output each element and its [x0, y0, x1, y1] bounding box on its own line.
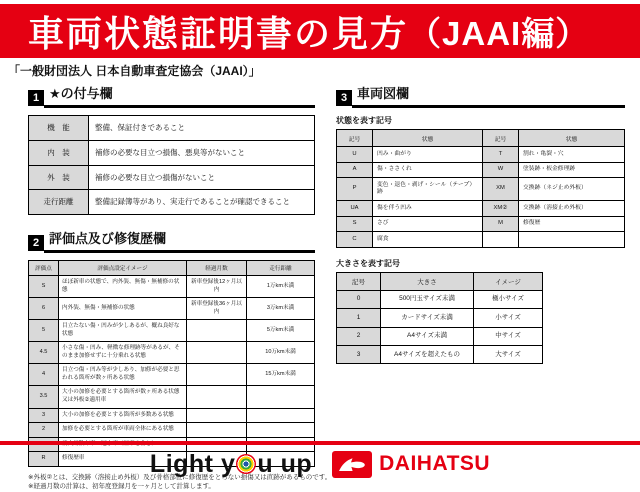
section-2-header: [28, 228, 315, 253]
table-cell: カードサイズ未満: [381, 309, 474, 327]
table-cell: 腐食: [373, 232, 483, 248]
table-cell: 交換跡（溶接止め外板）: [519, 201, 625, 217]
table-cell: T: [483, 147, 519, 163]
table-cell: 3: [337, 346, 381, 364]
table-cell: 10万km未満: [247, 342, 315, 364]
table-row: [337, 178, 625, 201]
size-table-header-row: [337, 272, 543, 290]
table-cell: R: [29, 452, 59, 467]
table-cell: XM②: [483, 201, 519, 217]
rating-table-header-row: [29, 261, 315, 276]
column-header: 記号: [337, 272, 381, 290]
page-title: 車両状態証明書の見方: [28, 12, 409, 54]
table-cell: [187, 342, 247, 364]
section-1-title: ★の付与欄: [44, 83, 315, 108]
table-cell: [483, 232, 519, 248]
table-cell: A4サイズを超えたもの: [381, 346, 474, 364]
table-row: [337, 309, 543, 327]
table-cell: 目立たない傷・凹みが少しあるが、概ね良好な状態: [59, 320, 187, 342]
section-3-title: 車両図欄: [352, 83, 625, 108]
table-cell: S: [29, 276, 59, 298]
table-cell: [519, 232, 625, 248]
table-cell: C: [337, 232, 373, 248]
table-cell: S: [337, 216, 373, 232]
table-cell: [247, 386, 315, 408]
section-2-number-badge: 2: [28, 235, 44, 251]
table-cell: 5万km未満: [247, 320, 315, 342]
table-cell: UA: [337, 201, 373, 217]
size-symbol-table: [336, 272, 543, 365]
table-cell: 塗装跡・板金修理跡: [519, 162, 625, 178]
table-row: [29, 342, 315, 364]
table-cell: 修復歴車: [59, 452, 187, 467]
table-cell: 3万km未満: [247, 298, 315, 320]
table-cell: 2: [29, 423, 59, 438]
table-row: [337, 232, 625, 248]
size-symbols-caption: 大きさを表す記号: [336, 258, 400, 268]
table-row: [29, 165, 315, 190]
table-cell: 15万km未満: [247, 364, 315, 386]
table-cell: 0: [337, 290, 381, 308]
table-cell: 割れ・亀裂・穴: [519, 147, 625, 163]
bullseye-icon: [236, 454, 256, 474]
header-bar: [0, 4, 640, 58]
table-row: [337, 346, 543, 364]
daihatsu-logo: [332, 451, 490, 478]
section-3-number-badge: 3: [336, 90, 352, 106]
table-cell: 大小の加修を必要とする箇所が数ヶ所ある状態又は外板②適用車: [59, 386, 187, 408]
column-header: 評価点: [29, 261, 59, 276]
column-header: 大きさ: [381, 272, 474, 290]
table-cell: 4: [29, 364, 59, 386]
table-cell: 極小サイズ: [474, 290, 543, 308]
section-2-title: 評価点及び修復歴欄: [44, 228, 315, 253]
state-symbol-table: [336, 129, 625, 248]
table-cell: [187, 423, 247, 438]
section-1-header: [28, 83, 315, 108]
table-cell: 大サイズ: [474, 346, 543, 364]
table-cell: A4サイズ未満: [381, 327, 474, 345]
state-symbols-caption: 状態を表す記号: [336, 116, 392, 125]
table-cell: 目立つ傷・凹み等が少しあり、加修が必要と思われる箇所が数ヶ所ある状態: [59, 364, 187, 386]
table-cell: 加修を必要とする箇所が車両全体にある状態: [59, 423, 187, 438]
column-header: 評価点設定イメージ: [59, 261, 187, 276]
table-cell: 凹み・曲がり: [373, 147, 483, 163]
table-cell: 変色・退色・剥げ・シール（テープ）跡: [373, 178, 483, 201]
table-cell: M: [483, 216, 519, 232]
table-cell: 内外装、無傷・無補修の状態: [59, 298, 187, 320]
table-cell: [187, 320, 247, 342]
table-cell: 3: [29, 408, 59, 423]
table-cell: 1万km未満: [247, 276, 315, 298]
section-3-header: [336, 83, 625, 108]
column-header: 状態: [519, 130, 625, 147]
association-subtitle: 「一般財団法人 日本自動車査定協会（JAAI）」: [8, 64, 261, 78]
table-cell: 小さな傷・凹み、軽微な修理跡等があるが、そのまま加修せずに十分乗れる状態: [59, 342, 187, 364]
table-row: [337, 216, 625, 232]
table-cell: 5: [29, 320, 59, 342]
table-cell: U: [337, 147, 373, 163]
table-cell: ほぼ新車の状態で、内外装、無傷・無補修の状態: [59, 276, 187, 298]
table-cell: XM: [483, 178, 519, 201]
table-cell: 3.5: [29, 386, 59, 408]
table-row: [29, 386, 315, 408]
column-header: 状態: [373, 130, 483, 147]
bottom-divider: [0, 441, 640, 445]
table-cell: 6: [29, 298, 59, 320]
rating-table: [28, 260, 315, 467]
footnote-2: ※経過月数の計算は、初年度登録月を一ヶ月として計算します。: [28, 483, 215, 491]
table-cell: 走行距離: [29, 190, 89, 215]
footnote-1: ※外板②とは、交換跡（溶接止め外板）及び骨格部位に修復歴をとらない損傷又は直跡があるものです。: [28, 473, 332, 481]
table-cell: 大小の加修を必要とする箇所が多数ある状態: [59, 408, 187, 423]
table-row: [337, 327, 543, 345]
table-cell: 新車登録後12ヶ月以内: [187, 276, 247, 298]
table-cell: 小サイズ: [474, 309, 543, 327]
table-row: [337, 147, 625, 163]
table-row: [29, 298, 315, 320]
section-1-number-badge: 1: [28, 90, 44, 106]
table-cell: 4.5: [29, 342, 59, 364]
table-cell: 機 能: [29, 116, 89, 141]
table-row: [337, 201, 625, 217]
table-cell: 交換跡（ネジ止め外板）: [519, 178, 625, 201]
table-row: [29, 423, 315, 438]
column-header: 経過月数: [187, 261, 247, 276]
table-cell: 補修の必要な目立つ損傷、悪臭等がないこと: [89, 140, 315, 165]
table-cell: 傷を伴う凹み: [373, 201, 483, 217]
table-cell: 新車登録後36ヶ月以内: [187, 298, 247, 320]
table-row: [29, 408, 315, 423]
table-cell: W: [483, 162, 519, 178]
table-cell: [247, 408, 315, 423]
table-row: [29, 140, 315, 165]
table-cell: さび: [373, 216, 483, 232]
table-row: [337, 290, 543, 308]
table-cell: 内 装: [29, 140, 89, 165]
right-column: [336, 83, 625, 364]
edition-label: （JAAI編）: [408, 14, 590, 52]
state-table-header-row: [337, 130, 625, 147]
table-row: [337, 162, 625, 178]
table-row: [29, 190, 315, 215]
table-cell: 1: [337, 309, 381, 327]
table-cell: 整備記録簿等があり、実走行であることが確認できること: [89, 190, 315, 215]
table-cell: 2: [337, 327, 381, 345]
light-you-up-wordmark: [150, 450, 312, 479]
table-cell: 外 装: [29, 165, 89, 190]
column-header: 記号: [337, 130, 373, 147]
daihatsu-wordmark: DAIHATSU: [379, 452, 491, 475]
table-cell: [187, 386, 247, 408]
left-column: [28, 83, 332, 492]
table-row: [29, 364, 315, 386]
column-header: イメージ: [474, 272, 543, 290]
table-row: [29, 276, 315, 298]
table-cell: 修復歴: [519, 216, 625, 232]
column-header: 走行距離: [247, 261, 315, 276]
slogan-left-text: Light y: [149, 449, 236, 478]
table-cell: 500円玉サイズ未満: [381, 290, 474, 308]
table-row: [29, 320, 315, 342]
table-cell: 補修の必要な目立つ損傷がないこと: [89, 165, 315, 190]
table-cell: A: [337, 162, 373, 178]
table-cell: 整備、保証付きであること: [89, 116, 315, 141]
table-cell: [187, 408, 247, 423]
table-cell: P: [337, 178, 373, 201]
star-criteria-table: [28, 115, 315, 215]
table-cell: 傷・ささくれ: [373, 162, 483, 178]
footer: [0, 448, 640, 480]
column-header: 記号: [483, 130, 519, 147]
daihatsu-mark-icon: [332, 451, 372, 478]
table-cell: [187, 364, 247, 386]
slogan-right-text: u up: [257, 449, 313, 478]
table-cell: [247, 423, 315, 438]
table-row: [29, 116, 315, 141]
table-cell: 中サイズ: [474, 327, 543, 345]
